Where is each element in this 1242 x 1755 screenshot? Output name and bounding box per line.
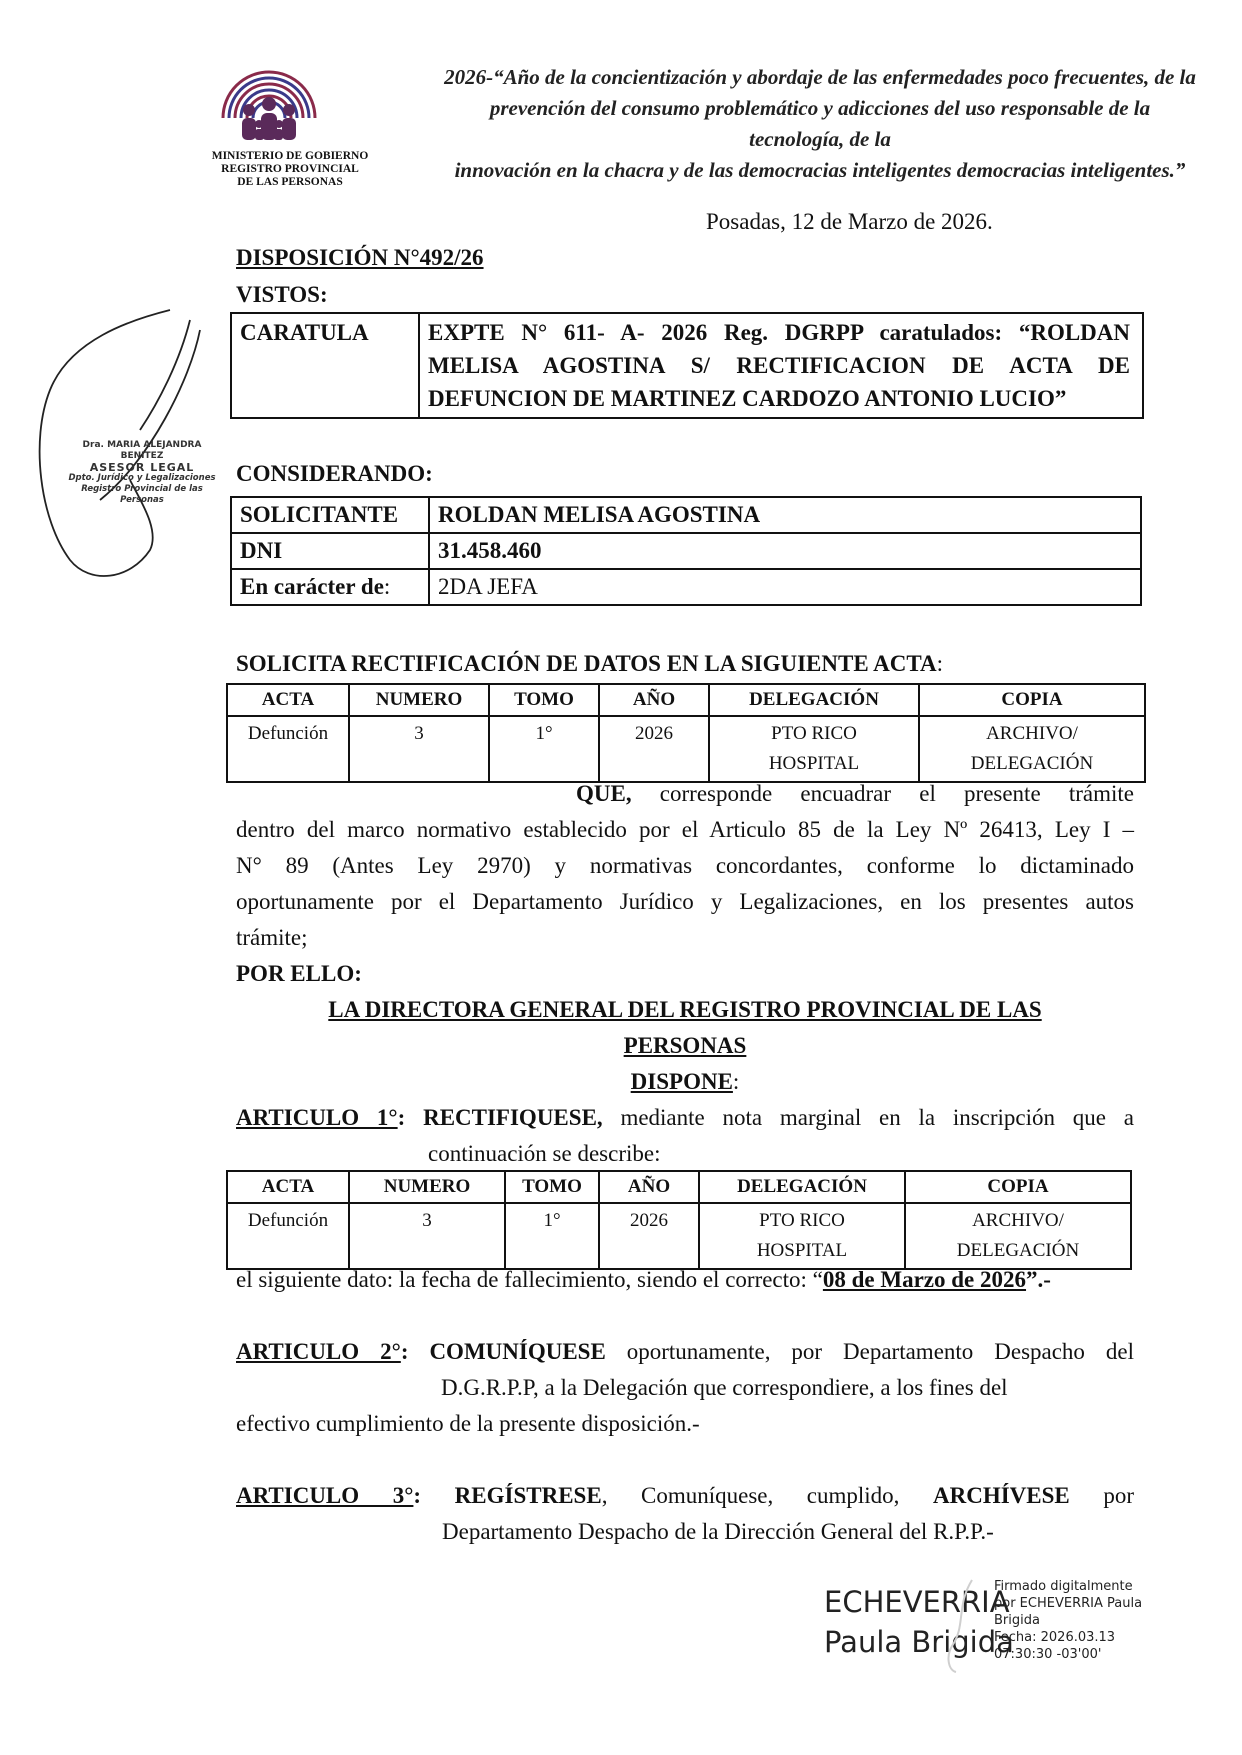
year-motto: 2026-“Año de la concientización y abordaje de las enfermedades poco frecuentes, de la prevención del consumo problemático y adicciones del uso responsable de la tecnología, de la innovación en la chacra y de las democracias inteligentes democracias inteligentes.” [444,65,1196,182]
considerando-heading: CONSIDERANDO: [236,461,433,486]
table-row: Defunción 3 1° 2026 PTO RICO HOSPITAL ARCHIVO/ DELEGACIÓN [227,716,1145,782]
legal-advisor-stamp: Dra. MARIA ALEJANDRA BENITEZ ASESOR LEGAL Dpto. Jurídico y Legalizaciones Registro Provincial de las Personas [68,440,216,505]
caracter-value: 2DA JEFA [429,569,1141,605]
table-row: Defunción 3 1° 2026 PTO RICO HOSPITAL ARCHIVO/ DELEGACIÓN [227,1203,1131,1269]
solicita-heading: SOLICITA RECTIFICACIÓN DE DATOS EN LA SIGUIENTE ACTA: [236,651,944,676]
acta-table-1 [226,683,1146,783]
articulo-2: ARTICULO 2°: COMUNÍQUESE oportunamente, por Departamento Despacho del D.G.R.P.P, a la Delegación que correspondiere, a los fines del efectivo cumplimiento de la presente disposición.- [236,1339,1134,1436]
por-ello-heading: POR ELLO: [236,961,362,986]
digital-signature: ECHEVERRIA Paula Brigida Firmado digitalmente por ECHEVERRIA Paula Brigida Fecha: 2026.03.13 07:30:30 -03'00' [824,1576,1144,1676]
dni-value: 31.458.460 [429,533,1141,569]
caratula-value: EXPTE N° 611- A- 2026 Reg. DGRPP caratulados: “ROLDAN MELISA AGOSTINA S/ RECTIFICACION DE ACTA DE DEFUNCION DE MARTINEZ CARDOZO ANTONIO LUCIO” [419,313,1143,418]
solicitante-value: ROLDAN MELISA AGOSTINA [429,497,1141,533]
place-date: Posadas, 12 de Marzo de 2026. [706,209,993,234]
caracter-label: En carácter de: [231,569,429,605]
caratula-table [230,312,1144,419]
dispone-heading: DISPONE: [630,1069,740,1094]
signature-flourish [942,1576,978,1676]
dni-label: DNI [231,533,429,569]
table-row [231,497,1141,533]
solicitante-table [230,496,1142,606]
disposicion-number: DISPOSICIÓN N°492/26 [236,245,484,270]
que-paragraph: QUE, corresponde encuadrar el presente trámite dentro del marco normativo establecido por el Articulo 85 de la Ley Nº 26413, Ley I – N° 89 (Antes Ley 2970) y normativas concordantes, conforme lo dictaminado oportunamente por el Departamento Jurídico y Legalizaciones, en los presentes autos trámite; [236,781,1134,950]
vistos-heading: VISTOS: [236,282,328,307]
table-header-row: ACTA NUMERO TOMO AÑO DELEGACIÓN COPIA [227,1171,1131,1203]
table-header-row: ACTA NUMERO TOMO AÑO DELEGACIÓN COPIA [227,684,1145,716]
solicitante-label: SOLICITANTE [231,497,429,533]
table-row [231,533,1141,569]
ministry-name: MINISTERIO DE GOBIERNO REGISTRO PROVINCIAL DE LAS PERSONAS [211,150,369,188]
ministry-logo [215,48,323,148]
acta-table-2 [226,1170,1132,1270]
articulo-1: ARTICULO 1°: RECTIFIQUESE, mediante nota marginal en la inscripción que a continuación se describe: [236,1105,1134,1166]
articulo-1-detail: el siguiente dato: la fecha de fallecimiento, siendo el correcto: “08 de Marzo de 2026”.- [236,1267,1051,1292]
caratula-label: CARATULA [231,313,419,418]
articulo-3: ARTICULO 3°: REGÍSTRESE, Comuníquese, cumplido, ARCHÍVESE por Departamento Despacho de la Dirección General del R.P.P.- [236,1483,1135,1544]
authority-title: LA DIRECTORA GENERAL DEL REGISTRO PROVINCIAL DE LAS PERSONAS [328,997,1042,1058]
table-row [231,569,1141,605]
